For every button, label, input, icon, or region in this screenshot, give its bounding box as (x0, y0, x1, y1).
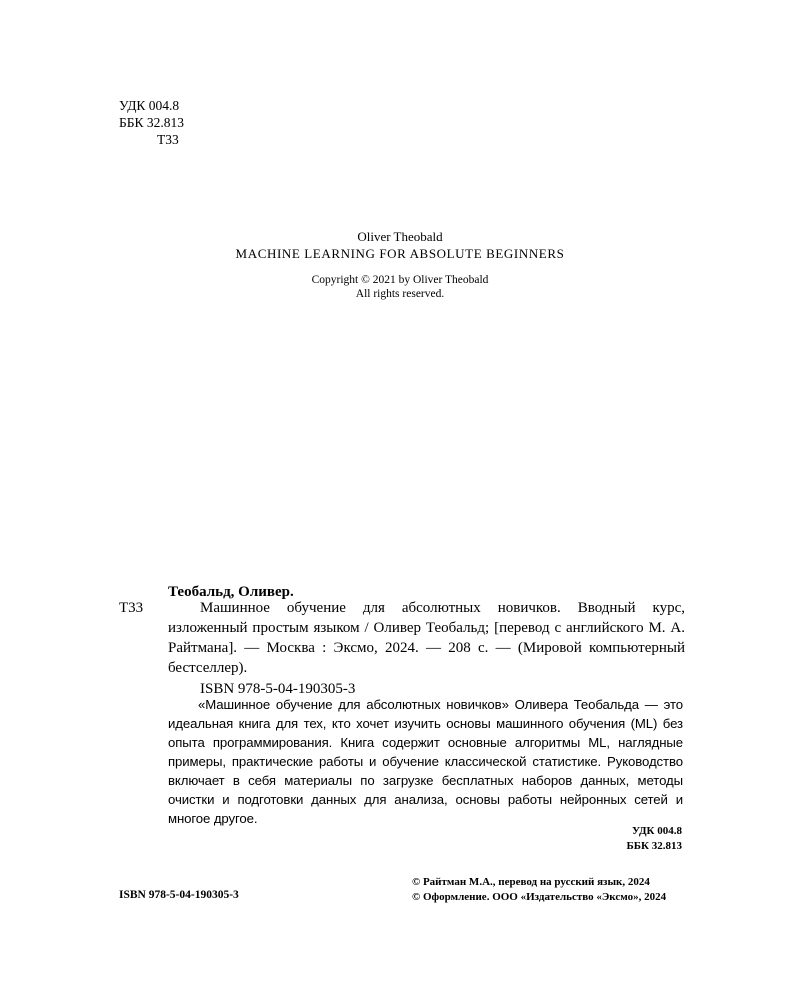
record-author-heading: Теобальд, Оливер. (168, 584, 294, 600)
original-edition-block (0, 228, 800, 262)
original-rights: All rights reserved. (355, 288, 445, 300)
cutter-code: Т33 (157, 132, 179, 147)
bbk-code: ББК 32.813 (119, 115, 185, 130)
footer-isbn: ISBN 978-5-04-190305-3 (119, 889, 239, 901)
bbk-code-right: ББК 32.813 (626, 840, 682, 852)
udk-code: УДК 004.8 (119, 98, 180, 113)
udk-code-right: УДК 004.8 (631, 825, 682, 837)
record-isbn: ISBN 978-5-04-190305-3 (200, 681, 356, 697)
record-cutter: Т33 (119, 600, 144, 616)
original-copyright: Copyright © 2021 by Oliver Theobald (311, 274, 489, 286)
copyright-design: © Оформление. ООО «Издательство «Эксмо», 2024 (412, 891, 667, 903)
original-copyright-block (0, 273, 800, 301)
copyright-translation: © Райтман М.А., перевод на русский язык, 2024 (412, 876, 650, 888)
footer-copyright-block (412, 875, 684, 905)
classification-block (119, 97, 184, 148)
classification-right (560, 824, 682, 854)
original-author: Oliver Theobald (357, 229, 443, 244)
record-description: Машинное обучение для абсолютных новичков. Вводный курс, изложенный простым языком / Оливер Теобальд; [перевод с английского М. А. Райтмана]. — Москва : Эксмо, 2024. — 208 с. — (Мировой компьютерный бестселлер). (168, 600, 685, 676)
original-title: MACHINE LEARNING FOR ABSOLUTE BEGINNERS (235, 246, 565, 261)
annotation: «Машинное обучение для абсолютных новичков» Оливера Теобальда — это идеальная книга для тех, кто хочет изучить основы машинного обучения (ML) без опыта программирования. Книга содержит основные алгоритмы ML, наглядные примеры, практические работы и обучение классической статистике. Руководство включает в себя материалы по загрузке бесплатных наборов данных, методы очистки и подготовки данных для анализа, основы работы нейронных сетей и многое другое. (168, 697, 683, 826)
